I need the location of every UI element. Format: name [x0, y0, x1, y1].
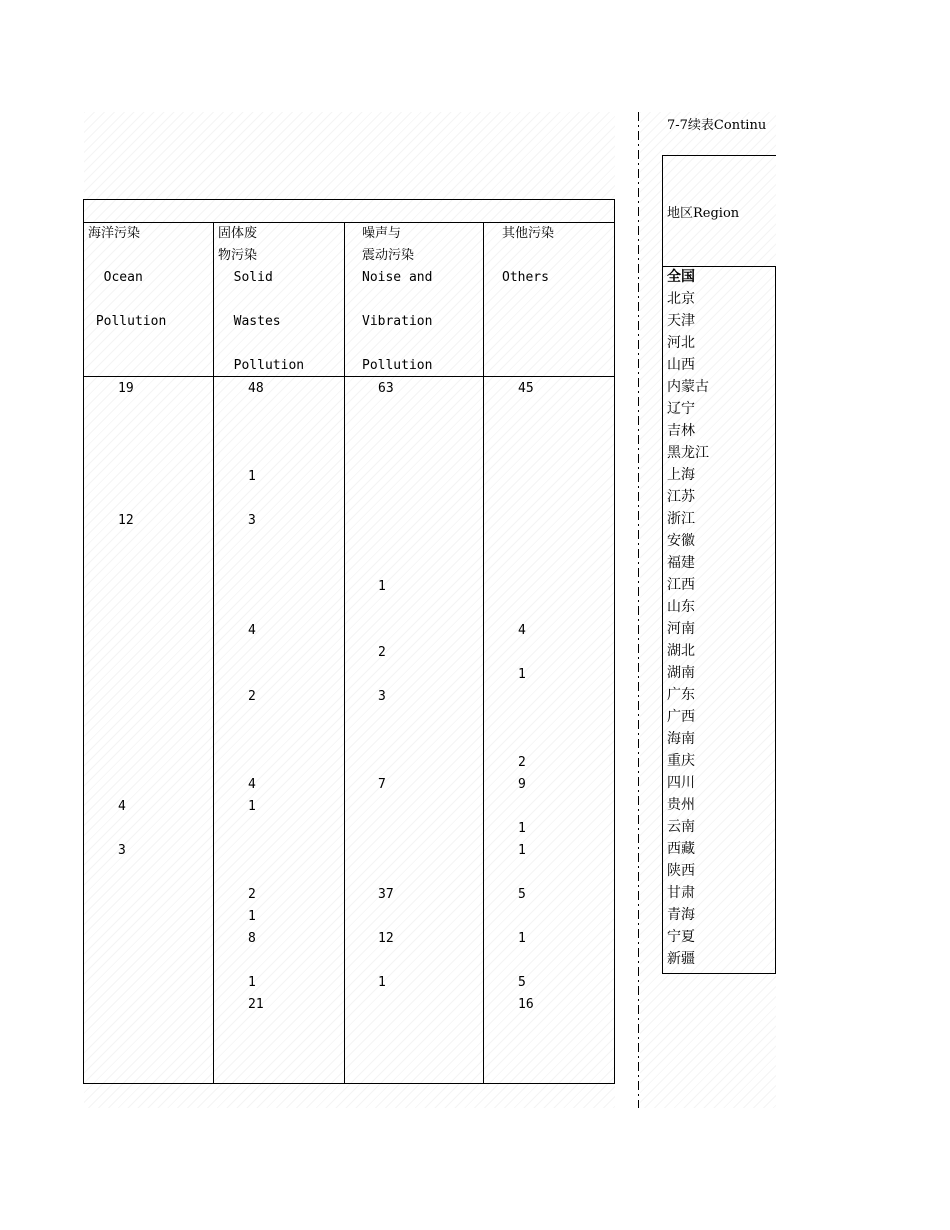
region-item: 湖南 [667, 665, 695, 681]
region-item: 海南 [667, 731, 695, 747]
region-item: 江西 [667, 577, 695, 593]
table-cell: 1 [518, 931, 526, 946]
column-header-line: Pollution [362, 358, 433, 373]
column-header-line: Others [502, 270, 549, 285]
column-header-line: Ocean [88, 270, 143, 285]
region-item: 新疆 [667, 951, 695, 967]
table-cell: 19 [118, 381, 134, 396]
region-item: 陕西 [667, 863, 695, 879]
table-cell: 16 [518, 997, 534, 1012]
table-cell: 5 [518, 887, 526, 902]
table-cell: 63 [378, 381, 394, 396]
region-item: 山西 [667, 357, 695, 373]
column-divider [344, 222, 345, 1084]
table-cell: 1 [518, 843, 526, 858]
table-cell: 7 [378, 777, 386, 792]
region-item: 青海 [667, 907, 695, 923]
table-cell: 1 [248, 799, 256, 814]
table-cell: 3 [378, 689, 386, 704]
column-header-line: Solid [218, 270, 273, 285]
region-item: 西藏 [667, 841, 695, 857]
table-cell: 4 [118, 799, 126, 814]
table-cell: 12 [118, 513, 134, 528]
region-item: 辽宁 [667, 401, 695, 417]
table-cell: 3 [118, 843, 126, 858]
region-item: 河北 [667, 335, 695, 351]
region-item: 江苏 [667, 489, 695, 505]
table-cell: 21 [248, 997, 264, 1012]
column-divider [483, 222, 484, 1084]
column-header-line: Pollution [218, 358, 305, 373]
table-cell: 45 [518, 381, 534, 396]
region-item: 河南 [667, 621, 695, 637]
region-item: 安徽 [667, 533, 695, 549]
region-item: 广东 [667, 687, 695, 703]
region-item: 内蒙古 [667, 379, 709, 395]
region-item: 福建 [667, 555, 695, 571]
region-item: 黑龙江 [667, 445, 709, 461]
column-header-line: Vibration [362, 314, 433, 329]
table-cell: 9 [518, 777, 526, 792]
table-cell: 1 [248, 975, 256, 990]
region-item: 吉林 [667, 423, 695, 439]
region-item: 贵州 [667, 797, 695, 813]
table-cell: 2 [378, 645, 386, 660]
table-top-strip [83, 199, 615, 223]
table-cell: 5 [518, 975, 526, 990]
region-item: 云南 [667, 819, 695, 835]
table-cell: 1 [518, 821, 526, 836]
header-divider [83, 376, 615, 377]
table-title: 7-7续表Continu [667, 118, 767, 133]
region-item: 全国 [667, 269, 695, 285]
region-item: 上海 [667, 467, 695, 483]
table-cell: 1 [378, 579, 386, 594]
region-item: 北京 [667, 291, 695, 307]
column-header-line: 震动污染 [362, 248, 415, 263]
region-item: 宁夏 [667, 929, 695, 945]
table-cell: 8 [248, 931, 256, 946]
region-item: 甘肃 [667, 885, 695, 901]
table-cell: 37 [378, 887, 394, 902]
table-cell: 4 [248, 777, 256, 792]
table-cell: 48 [248, 381, 264, 396]
page-divider [637, 112, 640, 1108]
table-cell: 2 [248, 689, 256, 704]
table-cell: 1 [248, 909, 256, 924]
table-cell: 4 [518, 623, 526, 638]
region-item: 重庆 [667, 753, 695, 769]
table-cell: 1 [248, 469, 256, 484]
column-header-line: 固体废 [218, 226, 258, 241]
table-cell: 12 [378, 931, 394, 946]
column-divider [213, 222, 214, 1084]
table-cell: 1 [518, 667, 526, 682]
column-header-line: Pollution [88, 314, 167, 329]
table-cell: 4 [248, 623, 256, 638]
pollution-table [83, 222, 615, 1084]
region-item: 天津 [667, 313, 695, 329]
region-item: 山东 [667, 599, 695, 615]
region-item: 湖北 [667, 643, 695, 659]
region-item: 浙江 [667, 511, 695, 527]
region-item: 广西 [667, 709, 695, 725]
region-header-label: 地区Region [667, 206, 740, 221]
column-header-line: Noise and [362, 270, 433, 285]
column-header-line: 噪声与 [362, 226, 402, 241]
column-header-line: 物污染 [218, 248, 258, 263]
column-header-line: 海洋污染 [88, 226, 141, 241]
table-cell: 1 [378, 975, 386, 990]
table-cell: 2 [518, 755, 526, 770]
region-item: 四川 [667, 775, 695, 791]
column-header-line: Wastes [218, 314, 281, 329]
table-cell: 3 [248, 513, 256, 528]
table-cell: 2 [248, 887, 256, 902]
column-header-line: 其他污染 [502, 226, 555, 241]
